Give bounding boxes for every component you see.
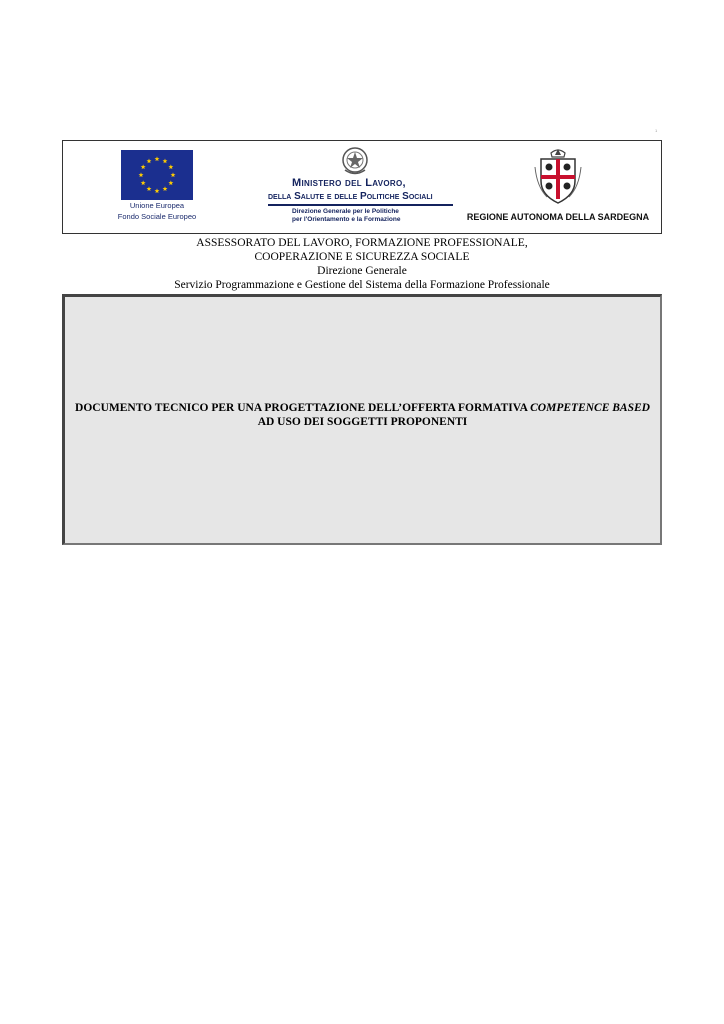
eu-caption-line1: Unione Europea: [129, 201, 185, 210]
title-part2: AD USO DEI SOGGETTI PROPONENTI: [257, 416, 468, 428]
header-line2: COOPERAZIONE E SICUREZZA SOCIALE: [254, 251, 470, 263]
region-logo: [458, 147, 658, 222]
sardinia-shield-icon: [533, 147, 583, 205]
title-part1: DOCUMENTO TECNICO PER UNA PROGETTAZIONE DELL’OFFERTA FORMATIVA: [75, 402, 531, 414]
ministry-logo: [268, 145, 453, 224]
eu-caption-line2: Fondo Sociale Europeo: [117, 212, 197, 221]
document-title: [75, 401, 650, 429]
eu-flag-icon: [121, 150, 193, 200]
region-caption: REGIONE AUTONOMA DELLA SARDEGNA: [466, 212, 650, 222]
header-line3: Direzione Generale: [317, 265, 407, 277]
eu-logo: [117, 150, 197, 222]
ministry-name-line1: Ministero del Lavoro,: [292, 177, 406, 189]
logo-bar: [62, 140, 662, 234]
department-header: [62, 236, 662, 292]
header-line1: ASSESSORATO DEL LAVORO, FORMAZIONE PROFESSIONALE,: [196, 237, 528, 249]
ministry-directorate-line1: Direzione Generale per le Politiche: [292, 208, 399, 215]
header-line4: Servizio Programmazione e Gestione del Sistema della Formazione Professionale: [174, 279, 550, 291]
italian-emblem-icon: [340, 145, 370, 177]
ministry-directorate-line2: per l'Orientamento e la Formazione: [292, 216, 401, 223]
title-box: [62, 294, 662, 545]
page-number-mark: 1: [655, 128, 658, 133]
ministry-name-line2: della Salute e delle Politiche Sociali: [268, 190, 453, 206]
title-italic: COMPETENCE BASED: [530, 402, 650, 414]
